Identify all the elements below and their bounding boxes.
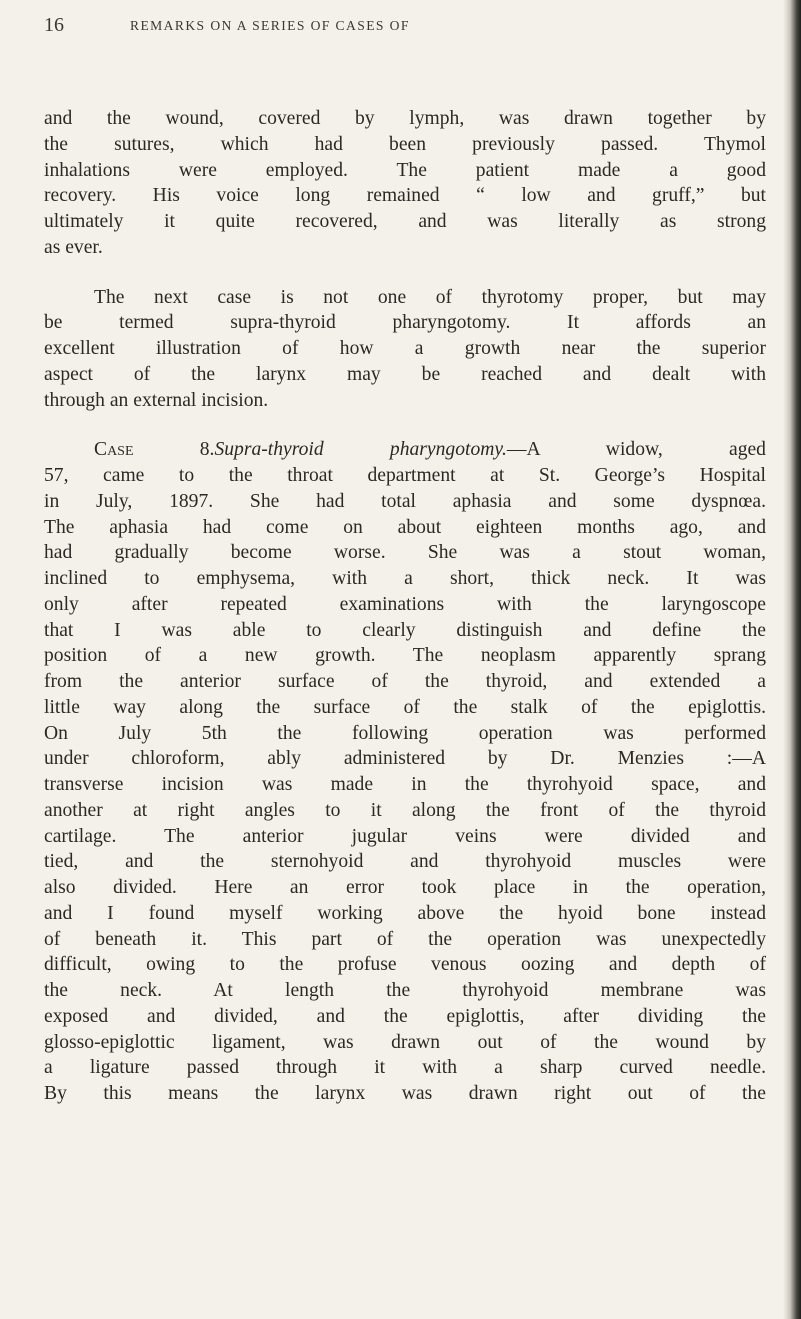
text-line: be termed supra-thyroid pharyngotomy. It affords an <box>44 312 766 334</box>
text-line: the sutures, which had been previously passed. Thymol <box>44 133 766 155</box>
text-line: as ever. <box>44 236 103 258</box>
text-line: exposed and divided, and the epiglottis, after dividing the <box>44 1005 766 1027</box>
paragraph-1 <box>44 106 766 261</box>
running-head <box>44 14 764 38</box>
text-line: 57, came to the throat department at St. George’s Hospital <box>44 465 766 486</box>
case-title: Supra-thyroid pharyngotomy. <box>214 439 507 461</box>
text-line: On July 5th the following operation was performed <box>44 722 766 744</box>
text-line: only after repeated examinations with the laryngoscope <box>44 593 766 615</box>
text-line: position of a new growth. The neoplasm apparently sprang <box>44 645 766 667</box>
text-line: of beneath it. This part of the operation was unexpectedly <box>44 928 766 950</box>
text-line: recovery. His voice long remained “ low and gruff,” but <box>44 185 766 207</box>
text-line: another at right angles to it along the front of the thyroid <box>44 799 766 821</box>
text-line: a ligature passed through it with a sharp curved needle. <box>44 1057 766 1079</box>
text-line: difficult, owing to the profuse venous oozing and depth of <box>44 954 766 976</box>
text-line: ultimately it quite recovered, and was literally as strong <box>44 211 766 232</box>
case-intro-text: —A widow, aged <box>506 439 766 461</box>
text-line: glosso-epiglottic ligament, was drawn out of the wound by <box>44 1031 766 1053</box>
text-line: also divided. Here an error took place in the operation, <box>44 877 766 898</box>
paragraph-2 <box>44 285 766 414</box>
text-line: under chloroform, ably administered by Dr. Menzies :—A <box>44 748 766 770</box>
text-line: The next case is not one of thyrotomy proper, but may <box>94 286 766 308</box>
text-line: inhalations were employed. The patient made a good <box>44 159 766 181</box>
text-line: tied, and the sternohyoid and thyrohyoid muscles were <box>44 851 766 873</box>
text-line: excellent illustration of how a growth near the superior <box>44 338 766 359</box>
case-heading-line <box>44 437 766 463</box>
page-number: 16 <box>44 14 64 36</box>
text-line: through an external incision. <box>44 389 269 411</box>
text-line: little way along the surface of the stalk of the epiglottis. <box>44 696 766 718</box>
body-text <box>44 106 766 1107</box>
text-line: The aphasia had come on about eighteen months ago, and <box>44 516 766 538</box>
text-line: and I found myself working above the hyoid bone instead <box>44 902 766 924</box>
text-line: and the wound, covered by lymph, was drawn together by <box>44 108 766 129</box>
text-line: transverse incision was made in the thyrohyoid space, and <box>44 774 766 795</box>
text-line: in July, 1897. She had total aphasia and some dyspnœa. <box>44 490 766 512</box>
text-line: cartilage. The anterior jugular veins were divided and <box>44 825 766 847</box>
text-line: that I was able to clearly distinguish and define the <box>44 619 766 641</box>
paragraph-case-8 <box>44 437 766 1107</box>
text-line: from the anterior surface of the thyroid, and extended a <box>44 671 766 692</box>
text-line: had gradually become worse. She was a stout woman, <box>44 542 766 564</box>
text-line: inclined to emphysema, with a short, thick neck. It was <box>44 568 766 589</box>
case-label: Case 8. <box>94 439 215 461</box>
text-line: aspect of the larynx may be reached and dealt with <box>44 363 766 385</box>
running-title: REMARKS ON A SERIES OF CASES OF <box>130 18 410 33</box>
text-line: the neck. At length the thyrohyoid membrane was <box>44 980 766 1001</box>
text-line: By this means the larynx was drawn right out of the <box>44 1083 766 1104</box>
book-spine-shadow <box>783 0 801 1319</box>
